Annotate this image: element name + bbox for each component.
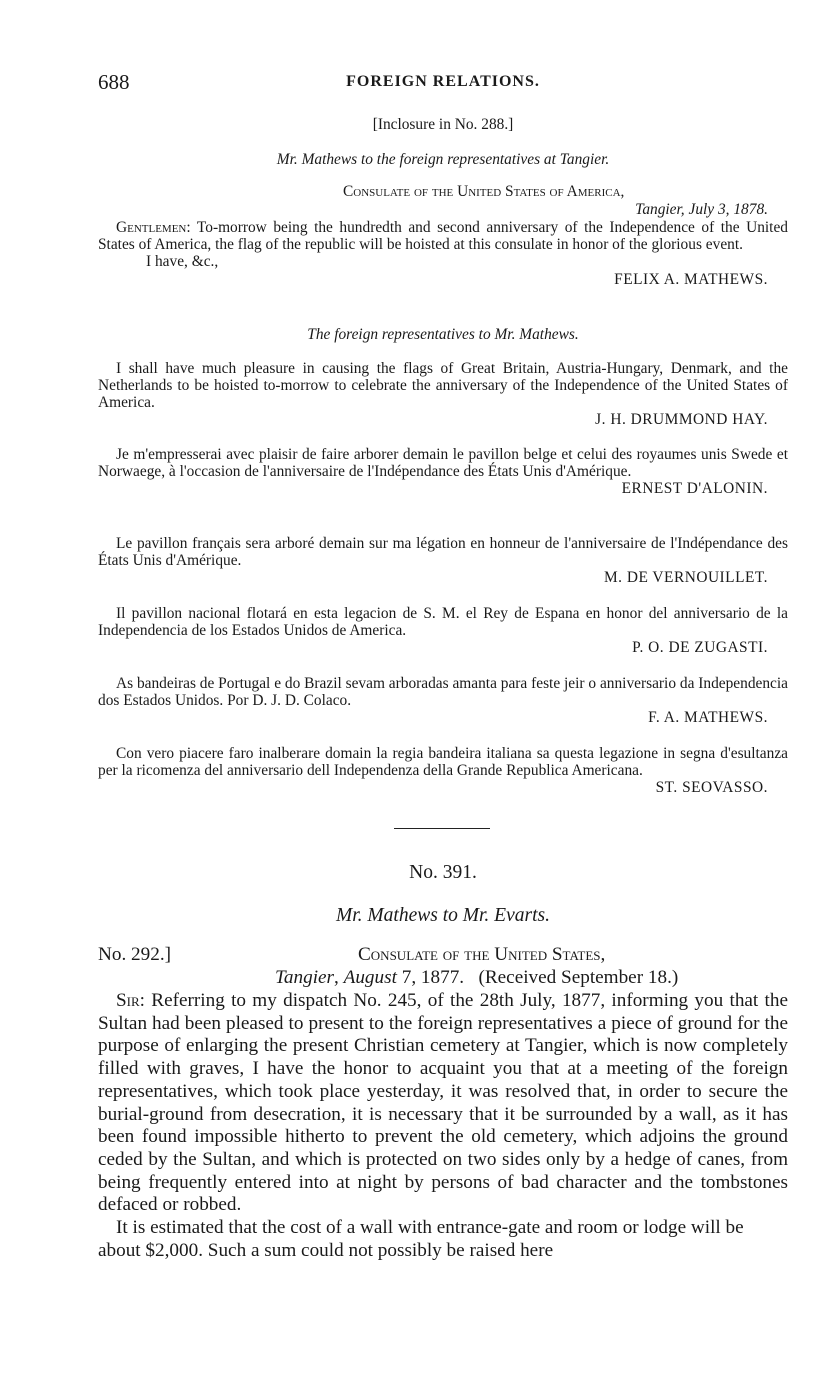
dispatch-comma: , (334, 967, 344, 988)
reference-number: No. 292.] (98, 944, 172, 965)
reply-3 (98, 535, 788, 586)
dispatch-paragraph-1: : Referring to my dispatch No. 245, of the 28th July, 1877, informing you that the Sultan had been pleased to present to the foreign representatives a piece of ground for the purpose of enlarging the present Christian cemetery at Tangier, which is now completely filled with graves, I have the honor to acquaint you that at a meeting of the foreign representatives, which took place yesterday, it was resolved that, in order to secure the burial-ground from desecration, it is necessary that it be surrounded by a wall, as it has been found impossible hitherto to prevent the old cemetery, which adjoins the ground ceded by the Sultan, and which is protected on two sides only by a hedge of canes, from being frequently entered into at night by persons of bad character and the tombstones defaced or robbed. (98, 990, 788, 1216)
reply-2 (98, 446, 788, 497)
page-header (98, 70, 788, 96)
signature: FELIX A. MATHEWS. (614, 271, 768, 288)
dispatch-heading: Mr. Mathews to Mr. Evarts. (336, 905, 550, 926)
reply-signature: F. A. MATHEWS. (648, 709, 768, 726)
reply-signature: ERNEST D'ALONIN. (621, 480, 768, 497)
dispatch-place: Tangier (275, 967, 335, 988)
dispatch-body (98, 990, 788, 1262)
inclosure-dateline (98, 183, 788, 219)
dispatch-consulate: Consulate of the United States, (358, 944, 606, 965)
inclosure-heading: Mr. Mathews to the foreign representatives at Tangier. (276, 151, 610, 168)
inclosure-label: [Inclosure in No. 288.] (372, 116, 514, 133)
reply-text: As bandeiras de Portugal e do Brazil sevam arboradas amanta para feste jeir o anniversario da Independencia dos Estados Unidos. Por D. J. D. Colaco. (98, 675, 788, 709)
place-date: Tangier, July 3, 1878. (635, 201, 768, 218)
reply-6 (98, 745, 788, 796)
reply-text: Je m'empresserai avec plaisir de faire arborer demain le pavillon belge et celui des royaumes unis Swede et Norwaege, à l'occasion de l'anniversaire de l'Indépendance des États Unis d'Amérique. (98, 446, 788, 480)
reply-signature: M. DE VERNOUILLET. (603, 569, 768, 586)
dispatch-paragraph-2: It is estimated that the cost of a wall with entrance-gate and room or lodge will be about $2,000. Such a sum could not possibly be raised here (98, 1217, 744, 1261)
letter-body: : To-morrow being the hundredth and second anniversary of the Independence of the United States of America, the flag of the republic will be hoisted at this consulate in honor of the glorious event. (98, 219, 788, 253)
dispatch-date-rest: 7, 1877. (Received September 18.) (396, 967, 679, 988)
reply-text: I shall have much pleasure in causing the flags of Great Britain, Austria-Hungary, Denmark, and the Netherlands to be hoisted to-morrow to celebrate the anniversary of the Independence of the United States of America. (98, 360, 788, 411)
reply-text: Con vero piacere faro inalberare domain la regia bandeira italiana sa questa legazione in segna d'esultanza per la ricomenza del anniversario dell Independenza della Grande Republica Americana. (98, 745, 788, 779)
dispatch-salutation: Sir (116, 990, 140, 1011)
reply-signature: ST. SEOVASSO. (655, 779, 768, 796)
dispatch-month: August (343, 967, 397, 988)
dispatch-number: No. 391. (409, 862, 477, 883)
reply-signature: J. H. DRUMMOND HAY. (595, 411, 768, 428)
inclosure-letter (98, 219, 788, 288)
dispatch-date (275, 967, 678, 990)
reply-signature: P. O. DE ZUGASTI. (632, 639, 768, 656)
reply-text: Le pavillon français sera arboré demain sur ma légation en honneur de l'anniversaire de l'Indépendance des États Unis d'Amérique. (98, 535, 788, 569)
closing: I have, &c., (146, 253, 219, 270)
salutation: Gentlemen (116, 219, 187, 236)
reply-4 (98, 605, 788, 656)
reply-text: Il pavillon nacional flotará en esta legacion de S. M. el Rey de Espana en honor del anniversario de la Independencia de los Estados Unidos de America. (98, 605, 788, 639)
page-number: 688 (98, 70, 130, 94)
replies-heading: The foreign representatives to Mr. Mathews. (307, 326, 579, 343)
consulate-line: Consulate of the United States of America, (343, 183, 625, 200)
running-title: FOREIGN RELATIONS. (346, 73, 540, 90)
dispatch-dateline (98, 944, 788, 990)
reply-5 (98, 675, 788, 726)
section-divider (394, 828, 490, 829)
reply-1 (98, 360, 788, 428)
